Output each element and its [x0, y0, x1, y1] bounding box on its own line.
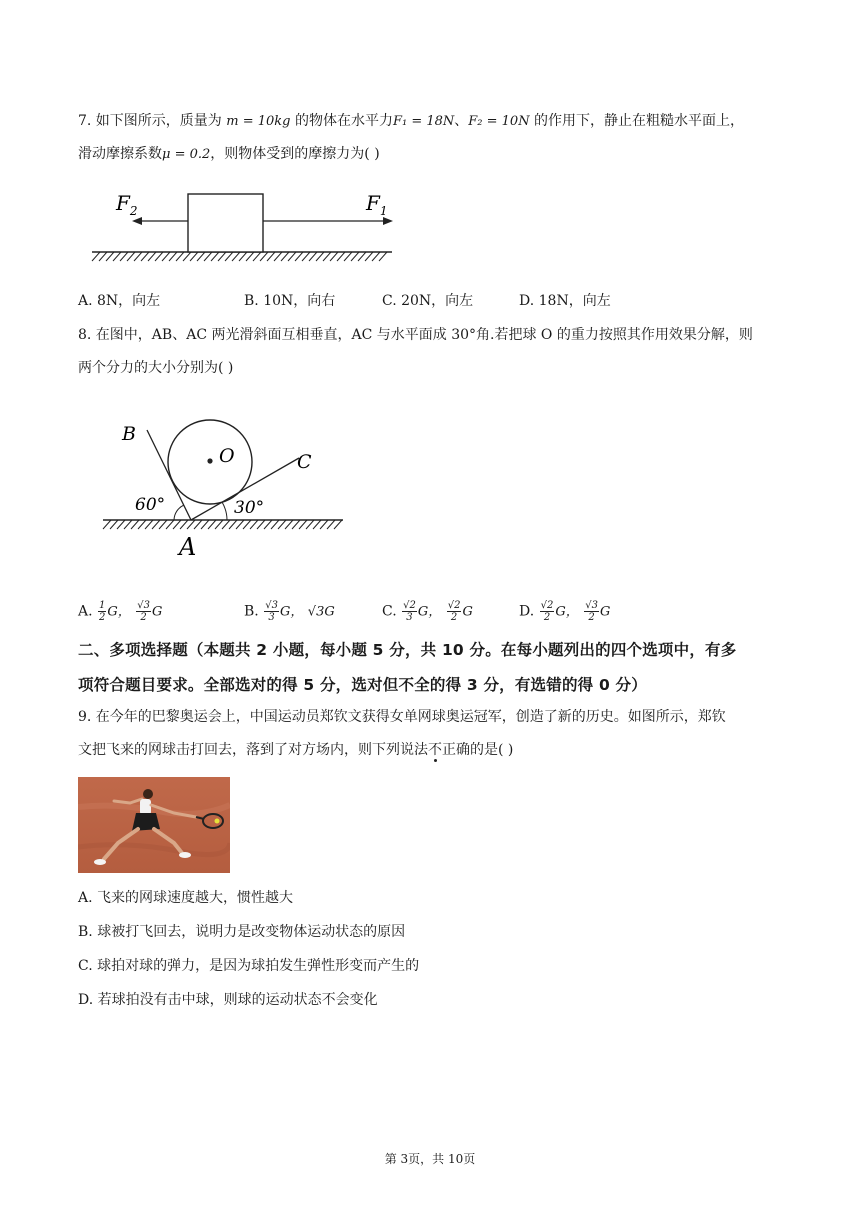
q7-option-d[interactable]: D. 18N，向左	[519, 293, 611, 309]
q8-angle-30: 30°	[234, 498, 265, 518]
q7-option-c[interactable]: C. 20N，向左	[382, 293, 474, 309]
section2-heading-line1: 二、多项选择题（本题共 2 小题，每小题 5 分，共 10 分。在每小题列出的四个选项中，有多	[78, 641, 737, 659]
fraction: $\frac{√3}{2}$	[137, 600, 150, 623]
q8-label-a: A	[179, 533, 197, 561]
hatch-stroke	[176, 252, 184, 261]
hatch-stroke	[211, 252, 219, 261]
hatch-stroke	[110, 520, 118, 529]
hatch-stroke	[285, 520, 293, 529]
q7-label-f1: $F_1$	[366, 191, 388, 218]
hatch-stroke	[323, 252, 331, 261]
q9-option-c[interactable]: C. 球拍对球的弹力，是因为球拍发生弹性形变而产生的	[78, 958, 420, 974]
hatch-stroke	[190, 252, 198, 261]
q8-line1: 8. 在图中，AB、AC 两光滑斜面互相垂直，AC 与水平面成 30°角.若把球 O 的重力按照其作用效果分解，则	[78, 327, 753, 343]
q8-option-d[interactable]: D. $\frac{√2}{2}$ G， $\frac{√3}{2}$ G	[519, 600, 611, 623]
hatch-stroke	[166, 520, 174, 529]
hatch-stroke	[183, 252, 191, 261]
hatch-stroke	[337, 252, 345, 261]
hatch-stroke	[180, 520, 188, 529]
q9-emphasis-mark: 不	[428, 742, 442, 758]
q9-line1: 9. 在今年的巴黎奥运会上，中国运动员郑钦文获得女单网球奥运冠军，创造了新的历史。如图所示，郑钦	[78, 709, 726, 725]
page-footer: 第 3页，共 10页	[384, 1152, 476, 1166]
hatch-stroke	[215, 520, 223, 529]
hatch-stroke	[267, 252, 275, 261]
hatch-stroke	[99, 252, 107, 261]
hatch-stroke	[120, 252, 128, 261]
hatch-stroke	[327, 520, 335, 529]
hatch-stroke	[159, 520, 167, 529]
q8-ball-center	[207, 458, 212, 463]
hatch-stroke	[148, 252, 156, 261]
q7-label-f2: $F_2$	[116, 191, 138, 218]
q9-option-a[interactable]: A. 飞来的网球速度越大，惯性越大	[78, 890, 294, 906]
hatch-stroke	[169, 252, 177, 261]
hatch-stroke	[306, 520, 314, 529]
hatch-stroke	[127, 252, 135, 261]
fraction: $\frac{√2}{3}$	[403, 600, 416, 623]
q8-line2: 两个分力的大小分别为( )	[78, 360, 234, 376]
hatch-stroke	[194, 520, 202, 529]
q8-label-c: C	[297, 451, 312, 473]
q7-mu: μ = 0.2	[162, 147, 211, 162]
hatch-stroke	[173, 520, 181, 529]
q7-mass: m = 10kg	[226, 114, 291, 129]
hatch-stroke	[201, 520, 209, 529]
q7-force-diagram	[80, 180, 400, 270]
hatch-stroke	[187, 520, 195, 529]
q9-option-d[interactable]: D. 若球拍没有击中球，则球的运动状态不会变化	[78, 992, 378, 1008]
hatch-stroke	[274, 252, 282, 261]
hatch-stroke	[229, 520, 237, 529]
q7-line1: 7. 如下图所示，质量为 m = 10kg 的物体在水平力F₁ = 18N、F₂ = 10N 的作用下，静止在粗糙水平面上，	[78, 113, 745, 129]
hatch-stroke	[162, 252, 170, 261]
q7-f2: F₂ = 10N	[468, 114, 530, 129]
q8-incline-diagram	[95, 408, 355, 568]
hatch-stroke	[117, 520, 125, 529]
hatch-stroke	[208, 520, 216, 529]
fraction: $\frac{1}{2}$	[99, 600, 106, 623]
q9-line2: 文把飞来的网球击打回去，落到了对方场内，则下列说法不 正确的是( )	[78, 740, 513, 760]
q7-option-b[interactable]: B. 10N，向右	[244, 293, 336, 309]
q7-f1: F₁ = 18N	[392, 114, 455, 129]
hatch-stroke	[253, 252, 261, 261]
hatch-stroke	[351, 252, 359, 261]
q9-option-b[interactable]: B. 球被打飞回去，说明力是改变物体运动状态的原因	[78, 924, 406, 940]
hatch-stroke	[271, 520, 279, 529]
hatch-stroke	[155, 252, 163, 261]
hatch-stroke	[257, 520, 265, 529]
q8-ground-hatch	[103, 520, 342, 529]
q8-label-b: B	[122, 423, 136, 445]
fraction: $\frac{√3}{3}$	[265, 600, 278, 623]
q7-ground-hatch	[92, 252, 387, 261]
q8-option-c[interactable]: C. $\frac{√2}{3}$ G， $\frac{√2}{2}$ G	[382, 600, 473, 623]
q8-angle-arc-left	[174, 505, 184, 520]
hatch-stroke	[131, 520, 139, 529]
hatch-stroke	[243, 520, 251, 529]
hatch-stroke	[232, 252, 240, 261]
hatch-stroke	[138, 520, 146, 529]
hatch-stroke	[152, 520, 160, 529]
hatch-stroke	[225, 252, 233, 261]
fraction: $\frac{√3}{2}$	[585, 600, 598, 623]
hatch-stroke	[264, 520, 272, 529]
hatch-stroke	[365, 252, 373, 261]
hatch-stroke	[92, 252, 100, 261]
hatch-stroke	[295, 252, 303, 261]
hatch-stroke	[330, 252, 338, 261]
hatch-stroke	[278, 520, 286, 529]
hatch-stroke	[113, 252, 121, 261]
q8-angle-60: 60°	[135, 495, 166, 515]
hatch-stroke	[145, 520, 153, 529]
hatch-stroke	[250, 520, 258, 529]
fraction: $\frac{√2}{2}$	[540, 600, 554, 623]
hatch-stroke	[204, 252, 212, 261]
q7-option-a[interactable]: A. 8N，向左	[78, 293, 161, 309]
hatch-stroke	[281, 252, 289, 261]
section2-heading-line2: 项符合题目要求。全部选对的得 5 分，选对但不全的得 3 分，有选错的得 0 分）	[78, 676, 647, 694]
hatch-stroke	[299, 520, 307, 529]
hatch-stroke	[239, 252, 247, 261]
hatch-stroke	[222, 520, 230, 529]
q8-label-o: O	[219, 445, 235, 467]
hatch-stroke	[288, 252, 296, 261]
hatch-stroke	[106, 252, 114, 261]
hatch-stroke	[197, 252, 205, 261]
hatch-stroke	[292, 520, 300, 529]
hatch-stroke	[334, 520, 342, 529]
q8-angle-arc-right	[222, 502, 227, 520]
hatch-stroke	[309, 252, 317, 261]
q8-option-a[interactable]: A. $\frac{1}{2}$ G， $\frac{√3}{2}$ G	[78, 600, 163, 623]
hatch-stroke	[141, 252, 149, 261]
hatch-stroke	[320, 520, 328, 529]
hatch-stroke	[246, 252, 254, 261]
hatch-stroke	[358, 252, 366, 261]
hatch-stroke	[379, 252, 387, 261]
q8-option-b[interactable]: B. $\frac{√3}{3}$ G， √3G	[244, 600, 335, 623]
hatch-stroke	[218, 252, 226, 261]
q7-line2: 滑动摩擦系数μ = 0.2，则物体受到的摩擦力为( )	[78, 146, 380, 162]
q7-block	[188, 194, 263, 252]
fraction: $\frac{√2}{2}$	[447, 600, 461, 623]
hatch-stroke	[124, 520, 132, 529]
hatch-stroke	[302, 252, 310, 261]
hatch-stroke	[372, 252, 380, 261]
hatch-stroke	[134, 252, 142, 261]
hatch-stroke	[260, 252, 268, 261]
hatch-stroke	[103, 520, 111, 529]
q9-tennis-photo	[78, 777, 230, 873]
hatch-stroke	[316, 252, 324, 261]
hatch-stroke	[236, 520, 244, 529]
hatch-stroke	[313, 520, 321, 529]
hatch-stroke	[344, 252, 352, 261]
